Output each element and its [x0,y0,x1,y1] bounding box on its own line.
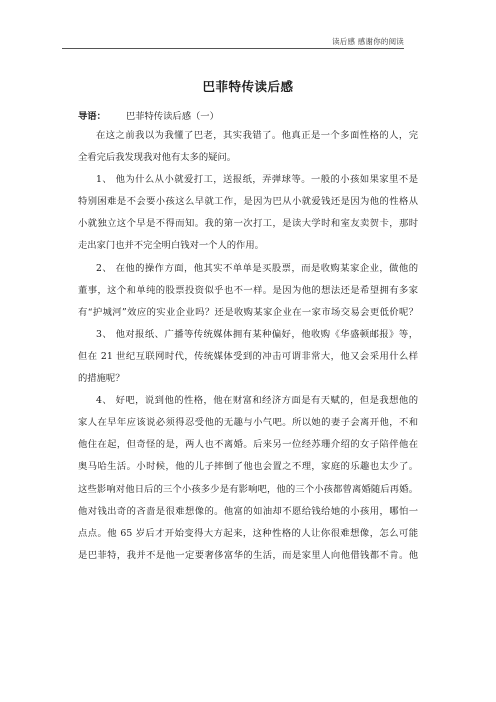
text-line: 特别困难是不会要小孩这么早就工作，是因为巴从小就爱钱还是因为他的性格从 [78,196,418,208]
text-line: 点点。他 65 岁后才开始变得大方起来，这种性格的人让你很难想像，怎么可能 [78,527,418,539]
text-line: 3、 他对报纸、广播等传统媒体拥有某种偏好，他收购《华盛顿邮报》等， [96,328,418,340]
text-line: 走出家门也并不完全明白钱对一个人的作用。 [78,240,264,252]
text-line: 这些影响对他日后的三个小孩多少是有影响吧，他的三个小孩都曾离婚随后再婚。 [78,483,418,495]
running-header: 读后感 感谢你的阅读 [332,37,404,46]
text-line: 全看完后我发现我对他有太多的疑问。 [78,152,237,164]
guide-line [78,108,219,122]
text-line: 2、 在他的操作方面，他其实不单单是买股票，而是收购某家企业，做他的 [96,262,418,274]
text-line: 奥马哈生活。小时候，他的儿子摔倒了他也会置之不理，家庭的乐趣也太少了。 [78,461,418,473]
text-line: 在这之前我以为我懂了巴老，其实我错了。他真正是一个多面性格的人，完 [96,130,418,141]
text-line: 但在 21 世纪互联网时代，传统媒体受到的冲击可谓非常大，他又会采用什么样 [78,350,418,362]
guide-label: 导语： [78,111,106,122]
text-line: 董事，这个和单纯的股票投资似乎也不一样。是因为他的想法还是希望拥有多家 [78,284,418,296]
text-line: 家人在早年应该说必须得忍受他的无趣与小气吧。所以她的妻子会离开他，不和 [78,417,418,429]
text-line: 4、 好吧，说到他的性格，他在财富和经济方面是有天赋的，但是我想他的 [96,395,418,407]
text-line: 是巴菲特，我并不是他一定要奢侈富华的生活，而是家里人向他借钱都不肯。他 [78,549,418,561]
text-line: 小就独立这个早是不得而知。我的第一次打工，是读大学时和室友卖贺卡，那时 [78,218,418,230]
text-line: 他住在起，但奇怪的是，两人也不离婚。后来另一位经苏珊介绍的女子陪伴他在 [78,439,418,451]
text-line: 1、 他为什么从小就爱打工，送报纸，弄弹球等。一般的小孩如果家里不是 [96,174,418,186]
body-text [78,125,418,567]
header-rule [62,48,404,49]
text-line: 他对钱出奇的吝啬是很难想像的。他富的如油却不愿给钱给她的小孩用，哪怕一 [78,505,418,517]
text-line: 有“护城河”效应的实业企业吗？还是收购某家企业在一家市场交易会更低价呢？ [78,306,418,318]
text-line: 的措施呢？ [78,373,125,385]
guide-text: 巴菲特传读后感（一） [125,111,219,122]
document-title: 巴菲特传读后感 [202,79,294,94]
